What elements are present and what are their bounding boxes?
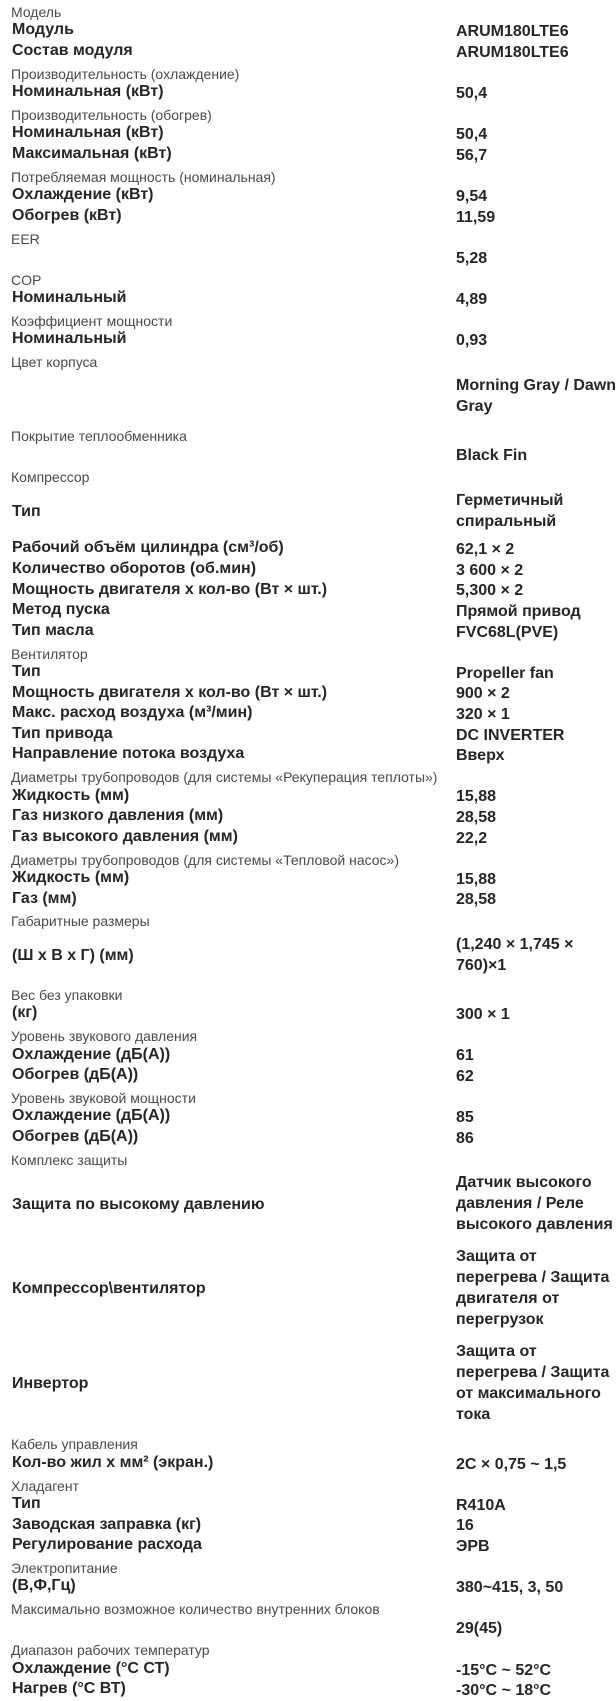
spec-value: 0,93 (456, 332, 488, 350)
spec-value: Прямой привод (456, 602, 581, 620)
spec-label: Газ (мм) (12, 889, 77, 907)
section-title: EER (11, 230, 40, 247)
spec-row (0, 21, 616, 42)
spec-row (0, 124, 616, 145)
section-title: Максимально возможное количество внутренних блоков (11, 1601, 380, 1618)
section-row (0, 0, 616, 21)
spec-value: 50,4 (456, 84, 488, 102)
spec-label: Мощность двигателя х кол-во (Вт × шт.) (12, 580, 328, 598)
section-row (0, 983, 616, 1004)
section-title: Хладагент (11, 1477, 79, 1494)
spec-row (0, 724, 616, 745)
spec-label: Тип (12, 502, 41, 520)
spec-row (0, 1535, 616, 1556)
spec-value: 28,58 (456, 891, 497, 909)
spec-value: 5,300 × 2 (456, 582, 524, 600)
spec-row (0, 889, 616, 910)
spec-row (0, 41, 616, 62)
spec-label: (В,Ф,Гц) (12, 1577, 76, 1595)
section-row (0, 268, 616, 289)
spec-value: 11,59 (456, 208, 496, 226)
spec-label: Обогрев (кВт) (12, 206, 122, 224)
section-title: Покрытие теплообменника (11, 427, 187, 444)
spec-label: (кг) (12, 1004, 38, 1022)
spec-row (0, 580, 616, 601)
section-title: Уровень звуковой мощности (11, 1090, 196, 1106)
spec-row (0, 786, 616, 807)
spec-row (0, 662, 616, 683)
spec-value: ЭРВ (456, 1537, 490, 1555)
section-title: Производительность (охлаждение) (11, 65, 240, 82)
spec-value: 86 (456, 1129, 474, 1147)
section-row (0, 1556, 616, 1577)
spec-value: 15,88 (456, 870, 497, 888)
spec-row (0, 1107, 616, 1128)
spec-row (0, 486, 616, 539)
spec-label: Номинальная (кВт) (12, 83, 164, 101)
section-title: Вентилятор (11, 645, 88, 662)
spec-value: -30°C ~ 18°C (456, 1682, 552, 1700)
section-title: Кабель управления (11, 1436, 138, 1453)
spec-row (0, 288, 616, 309)
spec-label: Мощность двигателя х кол-во (Вт × шт.) (12, 683, 328, 701)
section-row (0, 1432, 616, 1453)
spec-row (0, 1453, 616, 1474)
spec-value: R410A (456, 1496, 506, 1514)
spec-value: 28,58 (456, 808, 497, 826)
spec-row (0, 930, 616, 983)
spec-value: Защита от перегрева / Защита двигателя от перегрузок (456, 1248, 610, 1329)
spec-row (0, 1618, 616, 1639)
spec-row (0, 371, 616, 424)
section-row (0, 765, 616, 786)
spec-row (0, 806, 616, 827)
spec-label: Жидкость (мм) (12, 868, 130, 886)
spec-label: Тип масла (12, 621, 94, 639)
section-title: Компрессор (11, 469, 90, 485)
spec-label: Номинальный (12, 330, 127, 348)
spec-row (0, 868, 616, 889)
spec-label: Тип (12, 1494, 41, 1512)
spec-row (0, 185, 616, 206)
section-title: Габаритные размеры (11, 913, 150, 930)
spec-label: Защита по высокому давлению (12, 1195, 265, 1213)
spec-row (0, 1004, 616, 1025)
section-row (0, 227, 616, 248)
section-row (0, 465, 616, 486)
spec-row (0, 1065, 616, 1086)
spec-label: Охлаждение (кВт) (12, 186, 154, 204)
spec-value: 4,89 (456, 290, 488, 308)
spec-label: Количество оборотов (об.мин) (12, 559, 257, 577)
spec-row (0, 1515, 616, 1536)
section-row (0, 1024, 616, 1045)
spec-value: 56,7 (456, 146, 488, 164)
section-row (0, 62, 616, 83)
spec-row (0, 1127, 616, 1148)
spec-label: Обогрев (дБ(А)) (12, 1127, 139, 1145)
section-row (0, 1474, 616, 1495)
spec-label: Охлаждение (дБ(А)) (12, 1045, 171, 1063)
spec-value: 62,1 × 2 (456, 541, 515, 559)
spec-value: Morning Gray / Dawn Gray (456, 376, 616, 415)
spec-label: Макс. расход воздуха (м³/мин) (12, 704, 253, 722)
spec-label: Газ высокого давления (мм) (12, 827, 238, 845)
spec-value: Герметичный спиральный (456, 491, 564, 530)
spec-value: 3 600 × 2 (456, 561, 524, 579)
spec-label: Тип привода (12, 724, 113, 742)
section-row (0, 309, 616, 330)
section-row (0, 165, 616, 186)
spec-label: Компрессор\вентилятор (12, 1280, 206, 1298)
section-row (0, 1148, 616, 1169)
spec-label: Охлаждение (дБ(А)) (12, 1107, 171, 1125)
section-row (0, 642, 616, 663)
spec-value: 900 × 2 (456, 685, 510, 703)
spec-row (0, 1337, 616, 1432)
spec-value: FVC68L(PVE) (456, 623, 559, 641)
section-title: Производительность (обогрев) (11, 107, 212, 123)
spec-row (0, 1242, 616, 1337)
spec-row (0, 444, 616, 465)
section-row (0, 1086, 616, 1107)
spec-label: Обогрев (дБ(А)) (12, 1066, 139, 1084)
spec-label: Состав модуля (12, 41, 133, 59)
spec-label: Тип (12, 662, 41, 680)
spec-value: Датчик высокого давления / Реле высокого давления (456, 1174, 613, 1234)
spec-value: 9,54 (456, 187, 488, 205)
spec-row (0, 144, 616, 165)
section-title: Коэффициент мощности (11, 313, 173, 329)
section-title: Потребляемая мощность (номинальная) (11, 168, 276, 185)
section-row (0, 1638, 616, 1659)
spec-value: 2С × 0,75 ~ 1,5 (456, 1455, 567, 1473)
section-title: Комплекс защиты (11, 1151, 128, 1168)
spec-label: (Ш х В х Г) (мм) (12, 947, 134, 964)
spec-value: 29(45) (456, 1620, 503, 1638)
spec-row (0, 600, 616, 621)
spec-row (0, 206, 616, 227)
section-title: Диаметры трубопроводов (для системы «Тепловой насос») (11, 851, 400, 868)
spec-row (0, 1577, 616, 1598)
spec-label: Газ низкого давления (мм) (12, 807, 224, 825)
spec-label: Жидкость (мм) (12, 786, 130, 804)
spec-value: DC INVERTER (456, 726, 565, 744)
spec-row (0, 745, 616, 766)
spec-row (0, 1680, 616, 1701)
spec-value: 50,4 (456, 126, 488, 144)
spec-row (0, 82, 616, 103)
spec-label: Номинальный (12, 289, 127, 307)
spec-row (0, 1168, 616, 1242)
spec-label: Охлаждение (°C СТ) (12, 1659, 170, 1677)
spec-row (0, 1659, 616, 1680)
spec-value: 5,28 (456, 249, 488, 267)
section-row (0, 909, 616, 930)
spec-value: 62 (456, 1067, 474, 1085)
spec-row (0, 703, 616, 724)
spec-row (0, 539, 616, 560)
section-title: Вес без упаковки (11, 987, 123, 1003)
spec-value: -15°C ~ 52°C (456, 1661, 552, 1679)
spec-value: Black Fin (456, 446, 528, 464)
section-row (0, 848, 616, 869)
spec-row (0, 559, 616, 580)
spec-value: ARUM180LTE6 (456, 23, 569, 41)
spec-label: Инвертор (12, 1375, 89, 1393)
spec-label: Регулирование расхода (12, 1536, 202, 1554)
spec-value: Propeller fan (456, 664, 554, 682)
section-row (0, 350, 616, 371)
section-row (0, 424, 616, 445)
spec-value: 22,2 (456, 829, 488, 847)
spec-label: Заводская заправка (кг) (12, 1515, 202, 1533)
spec-row (0, 1494, 616, 1515)
spec-value: 61 (456, 1047, 474, 1065)
section-title: Уровень звукового давления (11, 1028, 198, 1045)
section-row (0, 1597, 616, 1618)
section-title: COP (11, 271, 42, 288)
spec-value: 320 × 1 (456, 705, 510, 723)
spec-value: Вверх (456, 747, 505, 765)
section-title: Цвет корпуса (11, 354, 98, 371)
spec-label: Кол-во жил х мм² (экран.) (12, 1453, 214, 1471)
spec-value: 16 (456, 1517, 474, 1535)
spec-row (0, 827, 616, 848)
spec-value: 85 (456, 1109, 474, 1127)
spec-value: 380~415, 3, 50 (456, 1579, 564, 1597)
section-title: Диаметры трубопроводов (для системы «Рекуперация теплоты») (11, 769, 438, 786)
spec-value: 300 × 1 (456, 1006, 510, 1024)
spec-value: 15,88 (456, 788, 497, 806)
spec-label: Метод пуска (12, 601, 110, 619)
section-title: Модель (11, 4, 62, 20)
section-title: Электропитание (11, 1560, 118, 1576)
spec-row (0, 330, 616, 351)
spec-label: Номинальная (кВт) (12, 124, 164, 142)
section-title: Диапазон рабочих температур (11, 1642, 210, 1659)
spec-row (0, 683, 616, 704)
spec-row (0, 1045, 616, 1066)
spec-label: Нагрев (°C ВТ) (12, 1680, 126, 1698)
spec-label: Максимальная (кВт) (12, 144, 172, 162)
spec-value: (1,240 × 1,745 × 760)×1 (456, 936, 574, 974)
spec-label: Направление потока воздуха (12, 745, 245, 763)
section-row (0, 103, 616, 124)
spec-row (0, 247, 616, 268)
spec-label: Рабочий объём цилиндра (см³/об) (12, 539, 284, 557)
spec-label: Модуль (12, 21, 74, 39)
spec-value: Защита от перегрева / Защита от максимального тока (456, 1343, 610, 1424)
spec-row (0, 621, 616, 642)
spec-value: ARUM180LTE6 (456, 43, 569, 61)
